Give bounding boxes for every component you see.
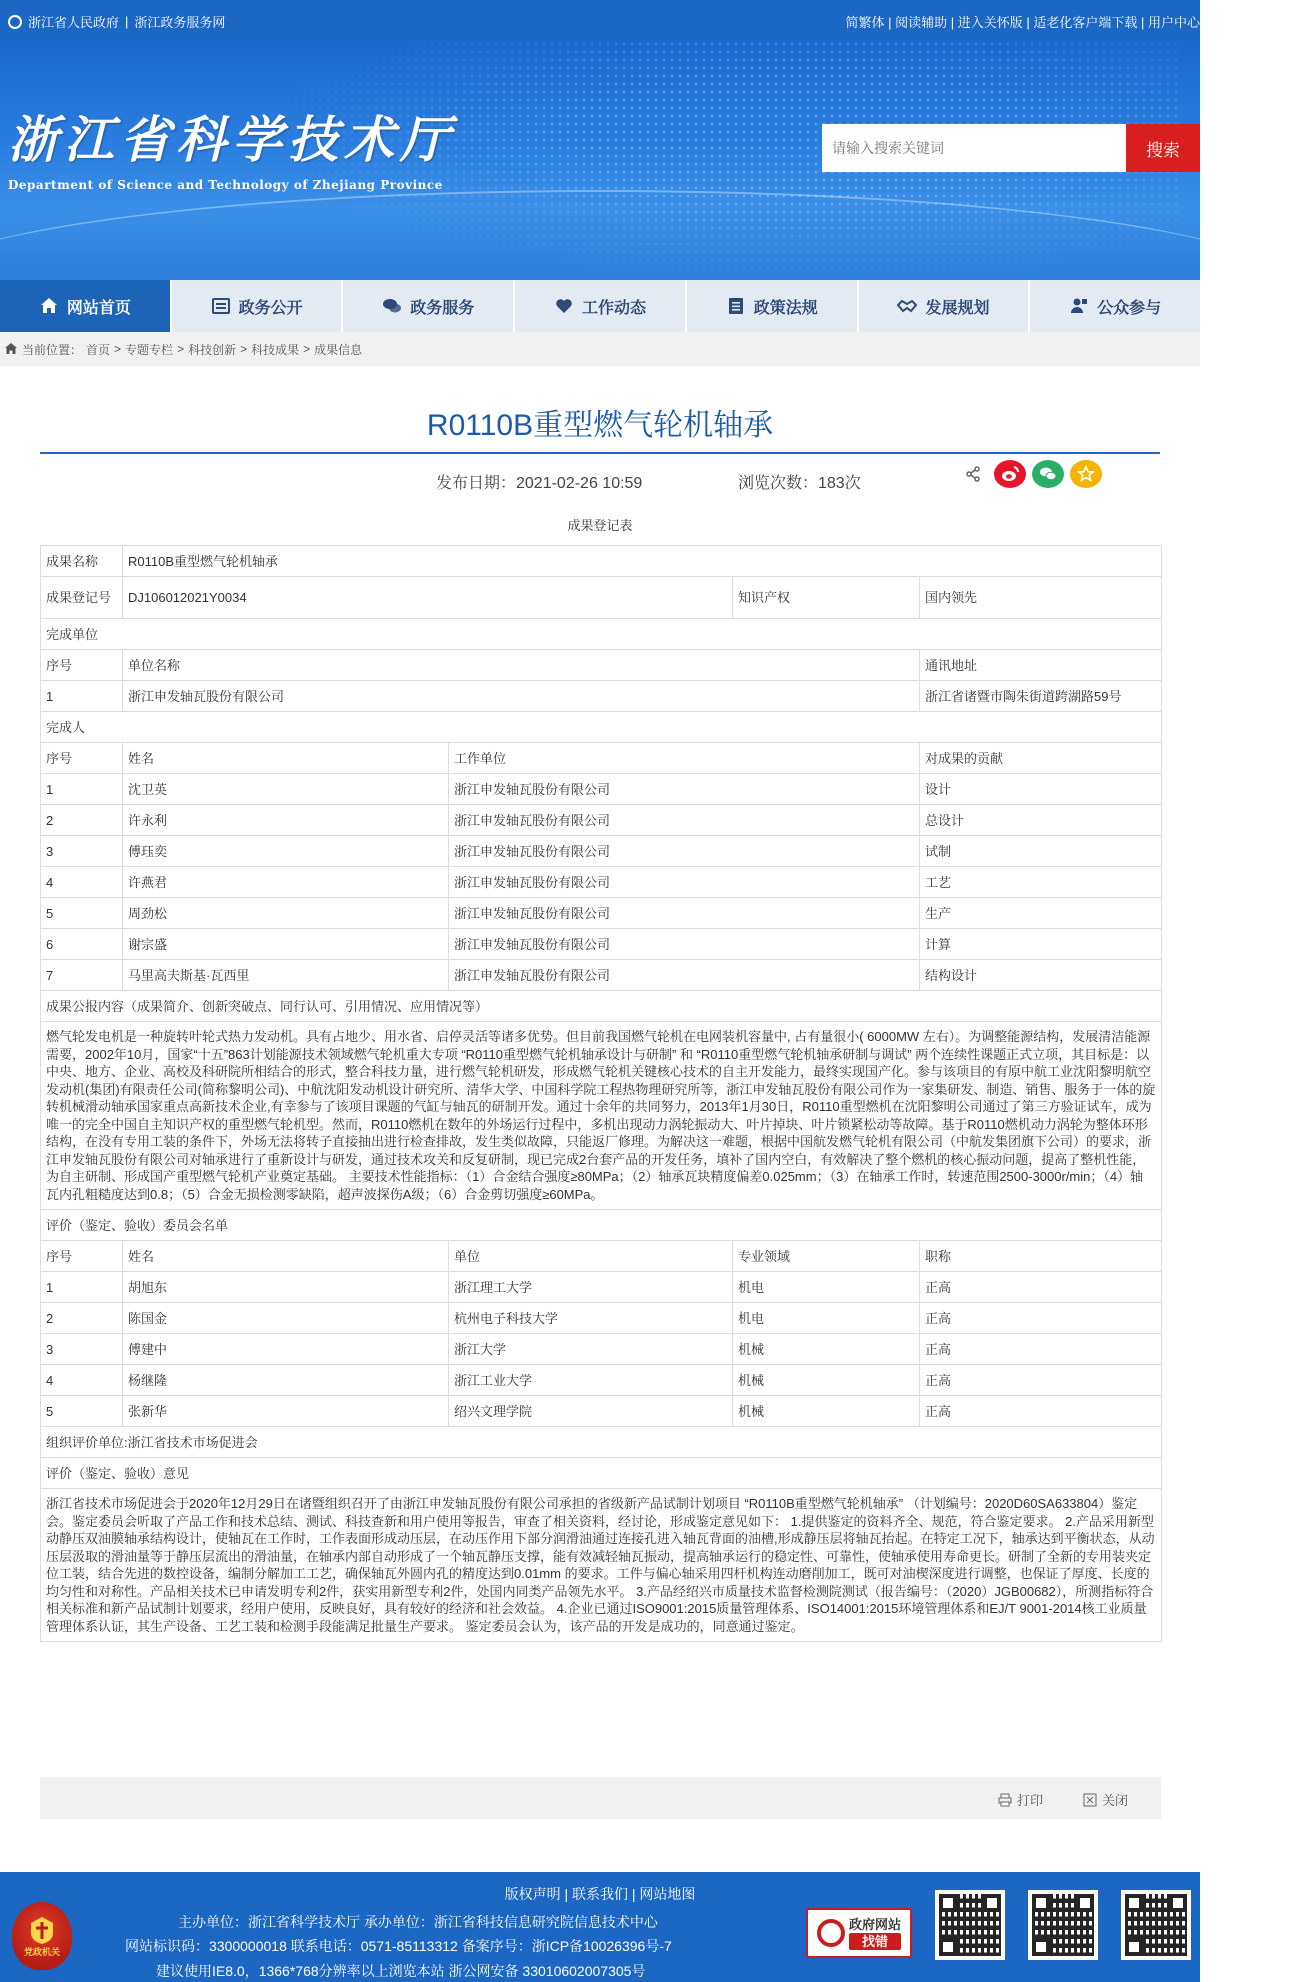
name-label: 成果名称 — [41, 546, 123, 577]
nav-home[interactable] — [0, 280, 172, 332]
table-row — [41, 960, 1162, 991]
emblem-icon — [29, 1915, 55, 1945]
nav-label: 公众参与 — [1097, 299, 1162, 317]
cell: 浙江理工大学 — [449, 1272, 733, 1303]
qr-code-wechat — [935, 1890, 1005, 1960]
table-row — [41, 1458, 1162, 1489]
separator: | — [564, 1886, 572, 1902]
table-row — [41, 743, 1162, 774]
org-eval: 组织评价单位:浙江省技术市场促进会 — [41, 1427, 1162, 1458]
table-row — [41, 867, 1162, 898]
cell: 浙江省诸暨市陶朱街道跨湖路59号 — [920, 681, 1162, 712]
link-copyright[interactable]: 版权声明 — [504, 1886, 561, 1902]
heart-icon — [554, 296, 574, 316]
cell: 沈卫英 — [123, 774, 449, 805]
home-icon — [39, 296, 59, 316]
breadcrumb-innovation[interactable]: 科技创新 — [188, 342, 237, 357]
link-care-mode[interactable]: 进入关怀版 — [957, 15, 1023, 30]
cell: 7 — [41, 960, 123, 991]
breadcrumb-info[interactable]: 成果信息 — [314, 342, 363, 357]
footer-host: 主办单位：浙江省科学技术厅 承办单位：浙江省科技信息研究院信息技术中心 — [178, 1914, 658, 1930]
breadcrumb-sep: > — [177, 342, 185, 356]
cell: 机电 — [733, 1303, 920, 1334]
printer-icon — [998, 1793, 1012, 1807]
breadcrumb-home[interactable]: 首页 — [86, 342, 111, 357]
col-header: 职称 — [920, 1241, 1162, 1272]
cell: 正高 — [920, 1303, 1162, 1334]
badge-label: 党政机关 — [23, 1946, 60, 1957]
table-row — [41, 1272, 1162, 1303]
breadcrumb-sep: > — [303, 342, 311, 356]
close-label: 关闭 — [1102, 1793, 1129, 1808]
wechat-icon[interactable] — [1032, 460, 1064, 488]
share-bar — [964, 460, 1102, 488]
print-button[interactable] — [998, 1790, 1043, 1809]
cell: 周劲松 — [123, 898, 449, 929]
link-traditional[interactable]: 简繁体 — [845, 15, 885, 30]
content-text: 燃气轮发电机是一种旋转叶轮式热力发动机。具有占地少、用水省、启停灵活等诸多优势。但目前我国燃气轮机在电网装机容量中, 占有量很小( 6000MW 左右）。为调整能源结构，发展清洁能源需要，2002年10月，国家“十五”863计划能源技术领域燃气轮机重大专项 “R0110重型燃气轮机轴承设计与研制” 和 “R0110重型燃气轮机轴承研制与调试” 两个连续性课题正式立项，其目标是：以中央、地方、企业、高校及科研院所相结合的形式，整合科技力量，进行燃气轮机研发，形成燃气轮机关键核心技术的自主开发能力，最终实现国产化。参与该项目的有原中航工业沈阳黎明航空发动机(集团)有限责任公司(简称黎明公司)、中航沈阳发动机设计研究所、清华大学、中国科学院工程热物理研究所等，浙江申发轴瓦股份有限公司作为一家集研发、制造、销售、服务于一体的旋转机械滑动轴承国家重点高新技术企业,有幸参与了该项目课题的气缸与轴瓦的研制开发。通过十余年的共同努力，2013年1月30日，R0110重型燃机在沈阳黎明公司通过了第三方验证试车，成为唯一的完全中国自主知识产权的重型燃气轮机型。然而，R0110燃机在数年的外场运行过程中，多机出现动力涡轮振动大、叶片掉块、叶片锁紧松动等故障。基于R0110燃机动力涡轮为整体环形结构，在没有专用工装的条件下，外场无法将转子直接抽出进行检查排故，发生类似故障，只能返厂修理。为解决这一难题，根据中国航发燃气轮机有限公司（中航发集团旗下公司）的要求，浙江申发轴瓦股份有限公司对轴承进行了重新设计与研发，通过技术攻关和反复研制，现已完成2台套产品的开发任务，填补了国内空白，有效解决了整个燃机的核心振动问题，提高了整机性能，为自主研制、形成国产重型燃气轮机产业奠定基础。 主要技术性能指标：（1）合金结合强度≥80MPa；（2）轴承瓦块精度偏差0.025mm；（3）在轴承工作时，转速范围2500-3000r/min；（4）轴瓦内孔粗糙度达到0.8；（5）合金无损检测零缺陷，超声波探伤A级；（6）合金剪切强度≥60MPa。 — [41, 1022, 1162, 1210]
cell: 浙江申发轴瓦股份有限公司 — [449, 774, 920, 805]
ip-value: 国内领先 — [920, 577, 1162, 619]
table-caption: 成果登记表 — [567, 518, 633, 533]
table-row — [41, 1022, 1162, 1210]
nav-planning[interactable] — [859, 280, 1031, 332]
nav-gov-affairs[interactable] — [172, 280, 344, 332]
nav-label: 政策法规 — [753, 299, 818, 317]
top-left-links — [8, 12, 225, 31]
name-value: R0110B重型燃气轮机轴承 — [123, 546, 1162, 577]
table-row — [41, 1396, 1162, 1427]
nav-label: 发展规划 — [925, 299, 990, 317]
achievement-table — [40, 545, 1162, 1642]
qr-code-weibo — [1028, 1890, 1098, 1960]
search-input[interactable] — [822, 124, 1126, 172]
nav-label: 政务公开 — [238, 299, 303, 317]
col-header: 单位名称 — [123, 650, 920, 681]
cell: 谢宗盛 — [123, 929, 449, 960]
col-header: 序号 — [41, 650, 123, 681]
col-header: 单位 — [449, 1241, 733, 1272]
breadcrumb-prefix: 当前位置： — [22, 342, 83, 357]
cell: 杨继隆 — [123, 1365, 449, 1396]
cell: 马里高夫斯基·瓦西里 — [123, 960, 449, 991]
col-header: 通讯地址 — [920, 650, 1162, 681]
top-bar — [0, 0, 1200, 40]
reg-value: DJ106012021Y0034 — [123, 577, 733, 619]
table-row — [41, 1334, 1162, 1365]
table-row — [41, 898, 1162, 929]
cell: 陈国金 — [123, 1303, 449, 1334]
cell: 2 — [41, 805, 123, 836]
cell: 绍兴文理学院 — [449, 1396, 733, 1427]
cell: 浙江工业大学 — [449, 1365, 733, 1396]
footer-browser: 建议使用IE8.0，1366*768分辨率以上浏览本站 浙公网安备 33010602007305号 — [156, 1963, 646, 1979]
separator: | — [125, 14, 129, 29]
content-section: 成果公报内容（成果简介、创新突破点、同行认可、引用情况、应用情况等） — [41, 991, 1162, 1022]
link-sitemap[interactable]: 网站地图 — [639, 1886, 696, 1902]
person-section: 完成人 — [41, 712, 1162, 743]
cell: 胡旭东 — [123, 1272, 449, 1303]
table-row — [41, 1489, 1162, 1642]
table-row — [41, 546, 1162, 577]
table-row — [41, 619, 1162, 650]
table-row — [41, 1303, 1162, 1334]
link-elder-client[interactable]: 适老化客户端下载 — [1033, 15, 1138, 30]
table-row — [41, 991, 1162, 1022]
cell: 总设计 — [920, 805, 1162, 836]
col-header: 姓名 — [123, 743, 449, 774]
cell: 计算 — [920, 929, 1162, 960]
cell: 浙江申发轴瓦股份有限公司 — [449, 929, 920, 960]
header-banner — [0, 40, 1200, 280]
cell: 5 — [41, 1396, 123, 1427]
nav-label: 网站首页 — [66, 299, 131, 317]
cell: 浙江申发轴瓦股份有限公司 — [449, 898, 920, 929]
cell: 机械 — [733, 1396, 920, 1427]
publish-date: 发布日期：2021-02-26 10:59 — [436, 475, 643, 492]
col-header: 姓名 — [123, 1241, 449, 1272]
cell: 机电 — [733, 1272, 920, 1303]
link-user-center[interactable]: 用户中心 — [1147, 15, 1200, 30]
cell: 正高 — [920, 1396, 1162, 1427]
nav-policy[interactable] — [687, 280, 859, 332]
breadcrumb — [0, 332, 1200, 366]
cell: 机械 — [733, 1334, 920, 1365]
table-row — [41, 650, 1162, 681]
cell: 杭州电子科技大学 — [449, 1303, 733, 1334]
document-icon — [726, 296, 746, 316]
table-row — [41, 929, 1162, 960]
nav-participation[interactable] — [1030, 280, 1200, 332]
cell: 生产 — [920, 898, 1162, 929]
table-row — [41, 836, 1162, 867]
cell: 3 — [41, 1334, 123, 1365]
cell: 浙江申发轴瓦股份有限公司 — [449, 867, 920, 898]
main-nav — [0, 280, 1200, 332]
col-header: 工作单位 — [449, 743, 920, 774]
party-gov-badge[interactable] — [12, 1902, 72, 1970]
cell: 浙江申发轴瓦股份有限公司 — [449, 805, 920, 836]
article-title: R0110B重型燃气轮机轴承 — [426, 409, 774, 442]
article-actions — [40, 1777, 1161, 1819]
emblem-icon — [8, 15, 22, 29]
share-icon[interactable] — [964, 465, 982, 483]
footer-ids: 网站标识码：3300000018 联系电话：0571-85113312 备案序号：浙ICP备10026396号-7 — [125, 1938, 672, 1954]
cell: 4 — [41, 867, 123, 898]
cell: 5 — [41, 898, 123, 929]
table-row — [41, 1365, 1162, 1396]
chat-icon — [382, 296, 402, 316]
separator: | — [631, 1886, 640, 1902]
qr-code-app — [1121, 1890, 1191, 1960]
reg-label: 成果登记号 — [41, 577, 123, 619]
close-icon — [1083, 1793, 1097, 1807]
link-zj-service[interactable]: 浙江政务服务网 — [134, 15, 226, 30]
site-title: 浙江省科学技术厅 — [8, 110, 456, 169]
breadcrumb-special[interactable]: 专题专栏 — [125, 342, 174, 357]
committee-section: 评价（鉴定、验收）委员会名单 — [41, 1210, 1162, 1241]
handshake-icon — [897, 296, 917, 316]
cell: 正高 — [920, 1334, 1162, 1365]
gov-report-bottom: 找错 — [849, 1933, 901, 1950]
title-divider — [40, 452, 1160, 454]
cell: 6 — [41, 929, 123, 960]
cell: 正高 — [920, 1365, 1162, 1396]
location-home-icon — [4, 342, 18, 356]
nav-gov-service[interactable] — [343, 280, 515, 332]
footer-links — [0, 1884, 1200, 1904]
breadcrumb-sep: > — [114, 342, 122, 356]
close-button[interactable] — [1083, 1790, 1128, 1809]
cell: 3 — [41, 836, 123, 867]
opinion-text: 浙江省技术市场促进会于2020年12月29日在诸暨组织召开了由浙江申发轴瓦股份有限公司承担的省级新产品试制计划项目 “R0110B重型燃气轮机轴承” （计划编号：2020D60SA633804）鉴定会。鉴定委员会听取了产品工作和技术总结、测试、科技查新和用户使用等报告，审查了相关资料，经讨论，形成鉴定意见如下： 1.提供鉴定的资料齐全、规范，符合鉴定要求。 2.产品采用新型动静压双油膜轴承结构设计，使轴瓦在工作时，工作表面形成动压层，在动压作用下部分润滑油通过连接孔进入轴瓦背面的油槽,形成静压层将轴瓦抬起。在特定工况下，轴承达到平衡状态，从动压层汲取的滑油量等于静压层流出的滑油量，在轴承内部自动形成了一个轴瓦静压支撑，能有效减轻轴瓦振动，提高轴承运行的稳定性、可靠性，使轴承使用寿命更长。研制了全新的专用装夹定位工装，结合先进的数控设备，编制分解加工工艺，确保轴瓦外圆内孔的精度达到0.01mm 的要求。工件与偏心轴采用四杆机构连动磨削加工，既可对油楔深度进行调整，也保证了厚度、长度的均匀性和对称性。产品相关技术已申请发明专利2件，获实用新型专利2件，处国内同类产品领先水平。 3.产品经绍兴市质量技术监督检测院测试（报告编号：（2020）JGB00682），所测指标符合相关标准和新产品试制计划要求，经用户使用，反映良好，具有较好的经济和社会效益。 4.企业已通过ISO9001:2015质量管理体系、ISO14001:2015环境管理体系和EJ/T 9001-2014核工业质量管理体系认证，其生产设备、工艺工装和检测手段能满足批量生产要求。 鉴定委员会认为，该产品的开发是成功的，同意通过鉴定。 — [41, 1489, 1162, 1642]
cell: 正高 — [920, 1272, 1162, 1303]
col-header: 序号 — [41, 1241, 123, 1272]
list-icon — [211, 296, 231, 316]
link-zj-gov[interactable]: 浙江省人民政府 — [28, 15, 120, 30]
cell: 工艺 — [920, 867, 1162, 898]
people-icon — [1069, 296, 1089, 316]
table-row — [41, 805, 1162, 836]
table-row — [41, 1241, 1162, 1272]
ip-label: 知识产权 — [733, 577, 920, 619]
table-row — [41, 712, 1162, 743]
breadcrumb-sep: > — [240, 342, 248, 356]
view-count: 浏览次数：183次 — [738, 475, 861, 492]
col-header: 对成果的贡献 — [920, 743, 1162, 774]
cell: 许燕君 — [123, 867, 449, 898]
gov-report-label — [849, 1916, 901, 1950]
gov-report-top: 政府网站 — [848, 1917, 901, 1932]
cell: 傅建中 — [123, 1334, 449, 1365]
nav-label: 政务服务 — [410, 299, 475, 317]
cell: 1 — [41, 774, 123, 805]
opinion-section: 评价（鉴定、验收）意见 — [41, 1458, 1162, 1489]
col-header: 专业领域 — [733, 1241, 920, 1272]
link-reading-aid[interactable]: 阅读辅助 — [895, 15, 948, 30]
cell: 机械 — [733, 1365, 920, 1396]
col-header: 序号 — [41, 743, 123, 774]
table-row — [41, 577, 1162, 619]
cell: 结构设计 — [920, 960, 1162, 991]
nav-work-news[interactable] — [515, 280, 687, 332]
cell: 傅珏奕 — [123, 836, 449, 867]
footer — [0, 1872, 1200, 1982]
site-subtitle: Department of Science and Technology of Zhejiang Province — [8, 178, 443, 192]
cell: 许永利 — [123, 805, 449, 836]
cell: 试制 — [920, 836, 1162, 867]
unit-section: 完成单位 — [41, 619, 1162, 650]
nav-label: 工作动态 — [582, 299, 647, 317]
cell: 2 — [41, 1303, 123, 1334]
cell: 张新华 — [123, 1396, 449, 1427]
table-row — [41, 681, 1162, 712]
table-row — [41, 1210, 1162, 1241]
top-right-links: 简繁体 | 阅读辅助 | 进入关怀版 | 适老化客户端下载 | 用户中心 — [845, 15, 1200, 30]
print-label: 打印 — [1017, 1793, 1044, 1808]
table-row — [41, 774, 1162, 805]
table-row — [41, 1427, 1162, 1458]
cell: 浙江申发轴瓦股份有限公司 — [123, 681, 920, 712]
weibo-icon[interactable] — [994, 460, 1026, 488]
cell: 浙江大学 — [449, 1334, 733, 1365]
cell: 设计 — [920, 774, 1162, 805]
breadcrumb-achievements[interactable]: 科技成果 — [251, 342, 300, 357]
cell: 4 — [41, 1365, 123, 1396]
cell: 浙江申发轴瓦股份有限公司 — [449, 960, 920, 991]
search-box — [822, 124, 1200, 172]
favorite-star-icon[interactable] — [1070, 460, 1102, 488]
gov-error-report[interactable] — [806, 1908, 912, 1958]
cell: 1 — [41, 681, 123, 712]
search-button[interactable]: 搜索 — [1126, 124, 1200, 172]
cell: 浙江申发轴瓦股份有限公司 — [449, 836, 920, 867]
cell: 1 — [41, 1272, 123, 1303]
link-contact[interactable]: 联系我们 — [572, 1886, 628, 1902]
magnifier-icon — [817, 1919, 845, 1947]
